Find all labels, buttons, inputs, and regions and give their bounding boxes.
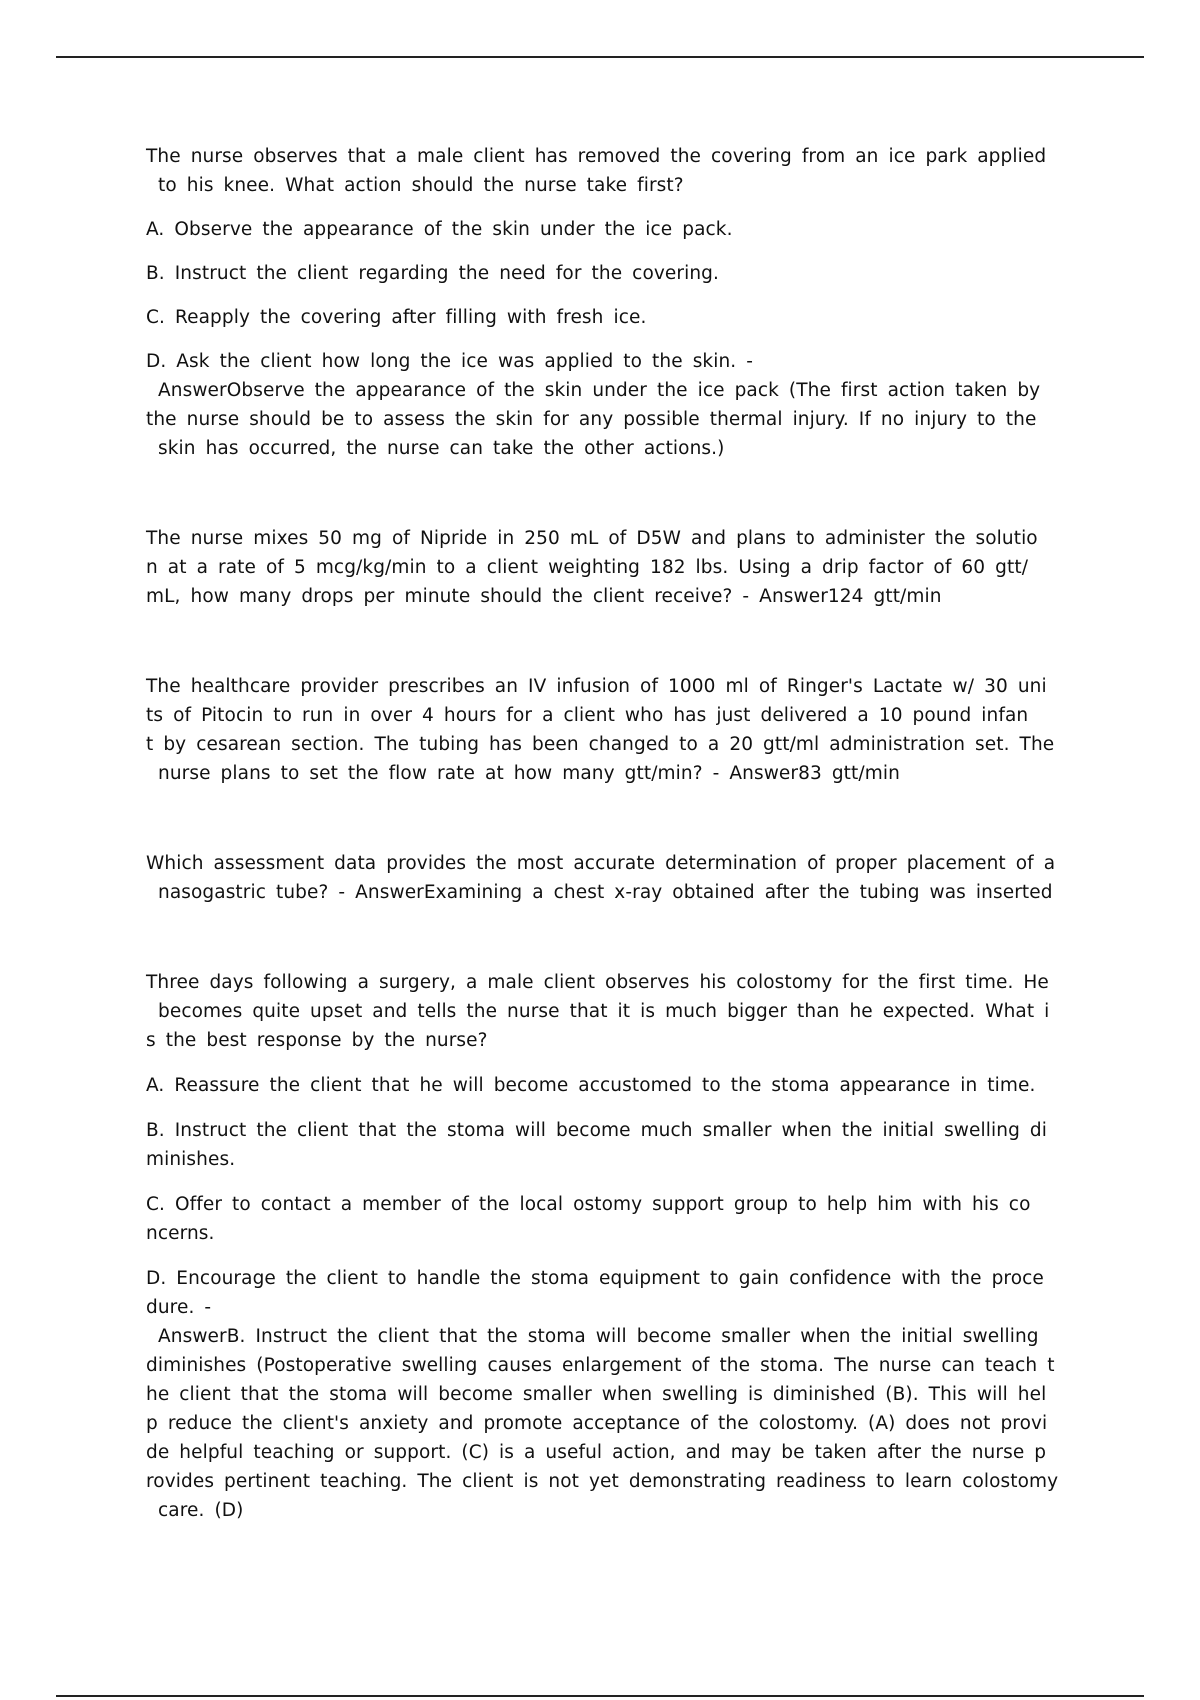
answer-line: the nurse should be to assess the skin for any possible thermal injury. If no injury to the	[146, 409, 1037, 430]
option-c: C. Offer to contact a member of the local ostomy support group to help him with his co	[146, 1194, 1031, 1215]
question-stem-line: to his knee. What action should the nurse take first?	[158, 175, 684, 196]
answer-line: diminishes (Postoperative swelling causes enlargement of the stoma. The nurse can teach t	[146, 1355, 1055, 1376]
question-stem-line: mL, how many drops per minute should the client receive? - Answer124 gtt/min	[146, 586, 942, 607]
question-stem-line: The nurse mixes 50 mg of Nipride in 250 mL of D5W and plans to administer the solutio	[146, 528, 1038, 549]
answer-line: de helpful teaching or support. (C) is a useful action, and may be taken after the nurse p	[146, 1442, 1047, 1463]
question-block	[146, 968, 1059, 1525]
question-stem-line: The healthcare provider prescribes an IV infusion of 1000 ml of Ringer's Lactate w/ 30 uni	[146, 676, 1047, 697]
answer-line: rovides pertinent teaching. The client is not yet demonstrating readiness to learn colostomy	[146, 1471, 1059, 1492]
option-b: B. Instruct the client regarding the need for the covering.	[146, 263, 719, 284]
answer-line: p reduce the client's anxiety and promote acceptance of the colostomy. (A) does not provi	[146, 1413, 1048, 1434]
question-block	[146, 672, 1055, 788]
option-c: C. Reapply the covering after filling with fresh ice.	[146, 307, 647, 328]
question-stem-line: nasogastric tube? - AnswerExamining a chest x-ray obtained after the tubing was inserted	[158, 882, 1053, 903]
header-rule	[56, 56, 1144, 58]
question-stem-line: The nurse observes that a male client has removed the covering from an ice park applied	[146, 146, 1047, 167]
option-c-continued: ncerns.	[146, 1223, 215, 1244]
question-block	[146, 849, 1056, 907]
answer-line: AnswerObserve the appearance of the skin under the ice pack (The first action taken by	[158, 380, 1041, 401]
question-stem-line: becomes quite upset and tells the nurse that it is much bigger than he expected. What i	[158, 1001, 1050, 1022]
option-a: A. Observe the appearance of the skin under the ice pack.	[146, 219, 733, 240]
question-block	[146, 142, 1052, 463]
question-stem-line: n at a rate of 5 mcg/kg/min to a client weighting 182 lbs. Using a drip factor of 60 gtt/	[146, 557, 1029, 578]
question-stem-line: Which assessment data provides the most accurate determination of proper placement of a	[146, 853, 1056, 874]
question-stem-line: Three days following a surgery, a male client observes his colostomy for the first time. He	[146, 972, 1049, 993]
question-stem-line: nurse plans to set the flow rate at how many gtt/min? - Answer83 gtt/min	[158, 763, 900, 784]
option-a: A. Reassure the client that he will become accustomed to the stoma appearance in time.	[146, 1075, 1036, 1096]
option-d: D. Encourage the client to handle the stoma equipment to gain confidence with the proce	[146, 1268, 1044, 1289]
option-b: B. Instruct the client that the stoma will become much smaller when the initial swelling di	[146, 1120, 1047, 1141]
answer-line: AnswerB. Instruct the client that the stoma will become smaller when the initial swelling	[158, 1326, 1039, 1347]
answer-line: he client that the stoma will become smaller when swelling is diminished (B). This will hel	[146, 1384, 1047, 1405]
footer-rule	[56, 1695, 1144, 1697]
question-stem-line: ts of Pitocin to run in over 4 hours for a client who has just delivered a 10 pound infan	[146, 705, 1029, 726]
answer-line: skin has occurred, the nurse can take the other actions.)	[158, 438, 725, 459]
option-b-continued: minishes.	[146, 1149, 236, 1170]
question-block	[146, 524, 1052, 611]
option-d: D. Ask the client how long the ice was applied to the skin. -	[146, 351, 754, 372]
question-stem-line: s the best response by the nurse?	[146, 1030, 488, 1051]
answer-line: care. (D)	[158, 1500, 244, 1521]
option-d-continued: dure. -	[146, 1297, 212, 1318]
document-body	[146, 142, 1059, 1525]
question-stem-line: t by cesarean section. The tubing has been changed to a 20 gtt/ml administration set. The	[146, 734, 1055, 755]
